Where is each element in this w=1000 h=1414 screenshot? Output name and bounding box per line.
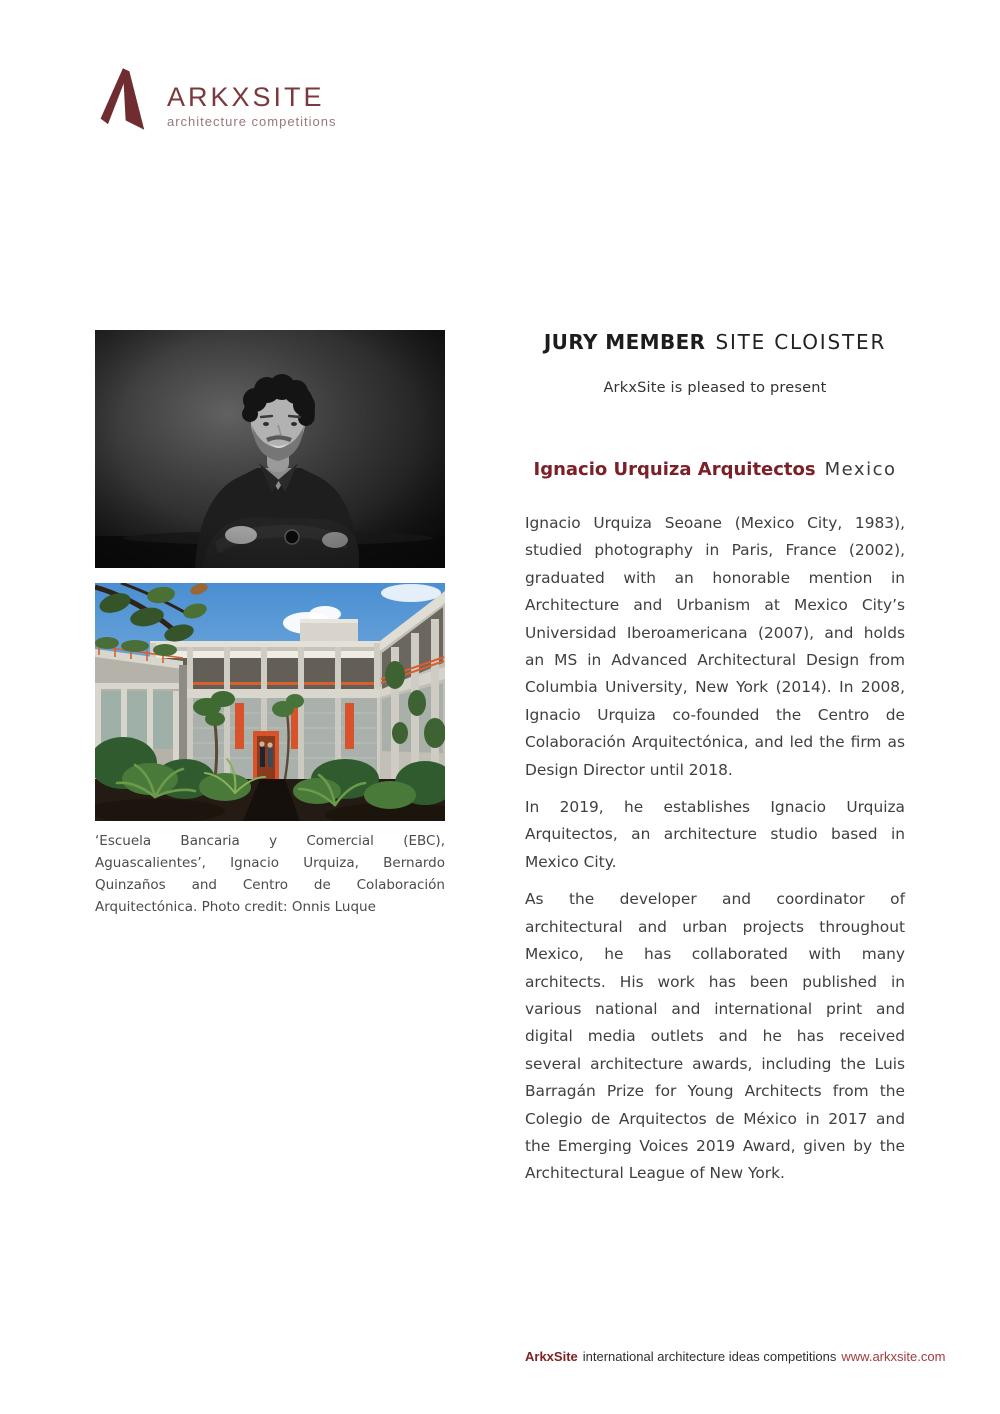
intro-line: ArkxSite is pleased to present	[603, 380, 827, 396]
logo-wordmark: ARKXSITE	[167, 82, 325, 112]
page-title	[525, 330, 905, 354]
arkxsite-logo	[95, 64, 337, 136]
title-jury-member: JURY MEMBER	[543, 330, 706, 354]
bio-paragraph-1: Ignacio Urquiza Seoane (Mexico City, 1983), studied photography in Paris, France (2002), graduated with an honorable mention in Architecture and Urbanism at Mexico City’s Universidad Iberoamericana (2007), and holds an MS in Advanced Architectural Design from Columbia University, New York (2014). In 2008, Ignacio Urquiza co-founded the Centro de Colaboración Arquitectónica, and led the firm as Design Director until 2018.	[525, 514, 905, 779]
footer	[525, 1349, 946, 1364]
jury-member-name-line	[525, 459, 905, 480]
title-competition-name: SITE CLOISTER	[715, 330, 887, 354]
portrait-photo	[95, 330, 445, 568]
courtyard-photo	[95, 583, 445, 821]
arkxsite-logo-icon	[95, 64, 147, 136]
courtyard-photo-image	[95, 583, 445, 821]
logo-text	[167, 64, 337, 129]
footer-brand: ArkxSite	[525, 1349, 578, 1364]
portrait-photo-image	[95, 330, 445, 568]
jury-member-name: Ignacio Urquiza Arquitectos	[533, 459, 816, 480]
bio-paragraph-2: In 2019, he establishes Ignacio Urquiza Arquitectos, an architecture studio based in Mexico City.	[525, 798, 905, 871]
logo-tagline: architecture competitions	[167, 114, 337, 129]
bio-paragraph-3: As the developer and coordinator of architectural and urban projects throughout Mexico, he has collaborated with many architects. His work has been published in various national and international print and digital media outlets and he has received several architecture awards, including the Luis Barragán Prize for Young Architects from the Colegio de Arquitectos de México in 2017 and the Emerging Voices 2019 Award, given by the Architectural League of New York.	[525, 890, 905, 1183]
footer-website-link[interactable]: www.arkxsite.com	[841, 1349, 946, 1364]
biography	[525, 510, 905, 1198]
footer-text: international architecture ideas competitions	[582, 1349, 837, 1364]
photo-caption: ‘Escuela Bancaria y Comercial (EBC), Aguascalientes’, Ignacio Urquiza, Bernardo Quinzaños and Centro de Colaboración Arquitectónica. Photo credit: Onnis Luque	[95, 833, 445, 915]
jury-member-country: Mexico	[824, 459, 897, 480]
